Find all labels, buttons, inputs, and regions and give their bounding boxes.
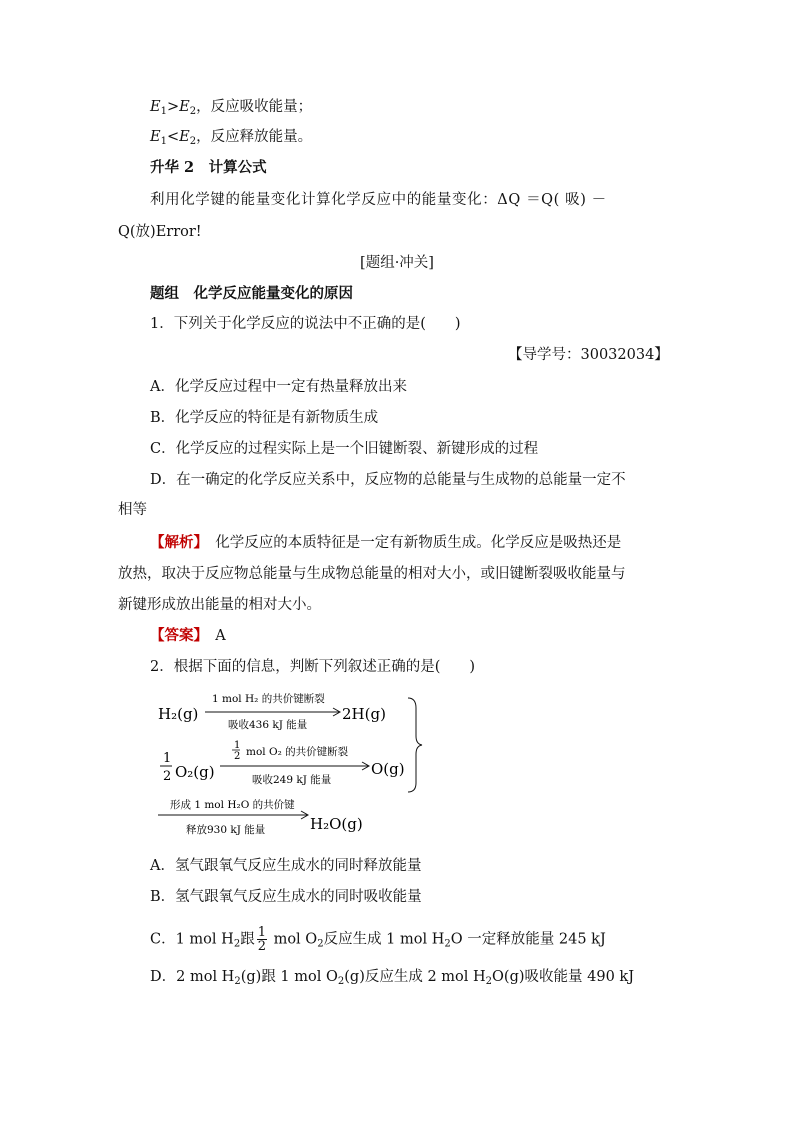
q2-option-c: C．1 mol $H_2$跟 $\frac{1}{2}$ mol $O_2$反应生成 1 mol $H_2O$ 一定释放能量 245 kJ [150,925,606,954]
h2-reactant: H₂(g) [158,705,199,723]
arrow2-top-den: 2 [234,751,241,762]
h-product: 2H(g) [342,705,386,723]
section-header: [题组·冲关] [360,255,434,271]
water-product: H₂O(g) [310,815,363,833]
condition-line-1: $E_1>E_2$，反应吸收能量； [150,99,313,117]
half-numerator: 1 [163,751,172,766]
arrow2-bottom-label: 吸收249 kJ 能量 [252,774,332,786]
analysis-line-1: 【解析】 化学反应的本质特征是一定有新物质生成。化学反应是吸热还是 [150,534,622,551]
formula-line-2: Q(放)Error! [118,224,202,240]
sublimation-heading: 升华 2 计算公式 [150,159,267,176]
formula-line-1: 利用化学键的能量变化计算化学反应中的能量变化：ΔQ ＝Q( 吸) － [150,192,607,208]
q2-option-a: A．氢气跟氧气反应生成水的同时释放能量 [150,858,422,874]
answer-value: A [215,628,226,644]
q1-option-a: A．化学反应过程中一定有热量释放出来 [150,379,407,395]
arrow2-top-label: mol O₂ 的共价键断裂 [246,746,349,758]
q1-option-d-line1: D．在一确定的化学反应关系中，反应物的总能量与生成物的总能量一定不 [150,472,626,488]
section-title: 题组 化学反应能量变化的原因 [150,285,353,302]
o-product: O(g) [371,760,405,778]
half-denominator: 2 [163,769,172,784]
q2-stem: 2．根据下面的信息，判断下列叙述正确的是( ) [150,659,476,675]
condition-line-2: $E_1<E_2$，反应释放能量。 [150,129,313,147]
q2-option-b: B．氢气跟氧气反应生成水的同时吸收能量 [150,889,422,905]
analysis-line-2: 放热，取决于反应物总能量与生成物总能量的相对大小，或旧键断裂吸收能量与 [118,566,626,582]
q2-option-d: D．2 mol $H_2(g)$跟 1 mol $O_2(g)$反应生成 2 mol $H_2O(g)$吸收能量 490 kJ [150,969,635,987]
fraction-half: $\frac{1}{2}$ [257,925,266,954]
arrow2-top-num: 1 [234,740,241,751]
answer-tag: 【答案】 [150,627,201,644]
arrow1-top-label: 1 mol H₂ 的共价键断裂 [212,693,325,705]
arrow1-bottom-label: 吸收436 kJ 能量 [228,719,308,731]
q1-option-c: C．化学反应的过程实际上是一个旧键断裂、新键形成的过程 [150,441,539,457]
bond-energy-diagram [150,688,430,838]
o2-reactant: O₂(g) [175,763,215,781]
right-brace [408,698,422,792]
analysis-line-3: 新键形成放出能量的相对大小。 [118,597,321,613]
guide-number: 【导学号：30032034】 [508,347,669,363]
q1-stem: 1．下列关于化学反应的说法中不正确的是( ) [150,316,461,332]
q1-option-d-line2: 相等 [118,502,147,518]
q1-option-b: B．化学反应的特征是有新物质生成 [150,410,379,426]
arrow3-top-label: 形成 1 mol H₂O 的共价键 [170,799,295,811]
arrow3-bottom-label: 释放930 kJ 能量 [186,824,266,836]
answer-line [150,626,226,646]
analysis-tag: 【解析】 [150,534,201,551]
